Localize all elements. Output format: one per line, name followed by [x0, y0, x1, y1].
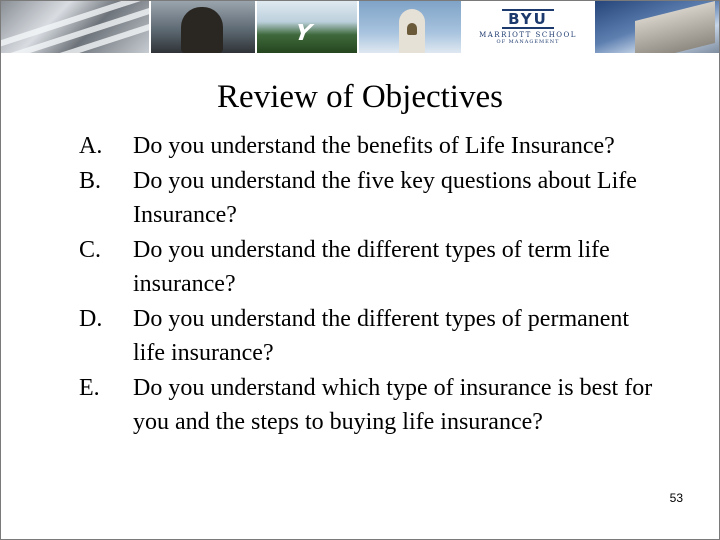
header-banner	[1, 1, 720, 53]
logo-sub2-text: OF MANAGEMENT	[496, 39, 560, 45]
list-item	[79, 129, 659, 164]
logo-sub-text: MARRIOTT SCHOOL	[479, 31, 577, 39]
list-marker: B.	[79, 167, 102, 194]
slide-title	[1, 79, 719, 116]
banner-photo-metal	[1, 1, 149, 53]
objectives-list	[79, 129, 659, 440]
list-item-text: Do you understand which type of insurance is best for you and the steps to buying life insurance?	[133, 374, 653, 435]
page-number: 53	[669, 491, 683, 505]
list-item	[79, 164, 659, 233]
banner-photo-statue	[151, 1, 255, 53]
banner-photo-mountain-y: Y	[257, 1, 357, 53]
list-item	[79, 371, 659, 440]
list-item-text: Do you understand the different types of term life insurance?	[133, 236, 610, 297]
list-item-text: Do you understand the five key questions about Life Insurance?	[133, 167, 637, 228]
list-item	[79, 302, 659, 371]
list-item-text: Do you understand the benefits of Life Insurance?	[133, 133, 615, 159]
slide-title-text: Review of Objectives	[217, 79, 503, 115]
list-item-text: Do you understand the different types of permanent life insurance?	[133, 305, 630, 366]
banner-photo-building	[595, 1, 720, 53]
list-marker: D.	[79, 305, 103, 332]
logo-main-text: BYU	[502, 9, 554, 29]
list-marker: C.	[79, 236, 102, 263]
list-marker: A.	[79, 133, 103, 159]
list-item	[79, 233, 659, 302]
list-marker: E.	[79, 374, 100, 401]
byu-marriott-logo	[463, 1, 593, 53]
banner-photo-bell-tower	[359, 1, 461, 53]
